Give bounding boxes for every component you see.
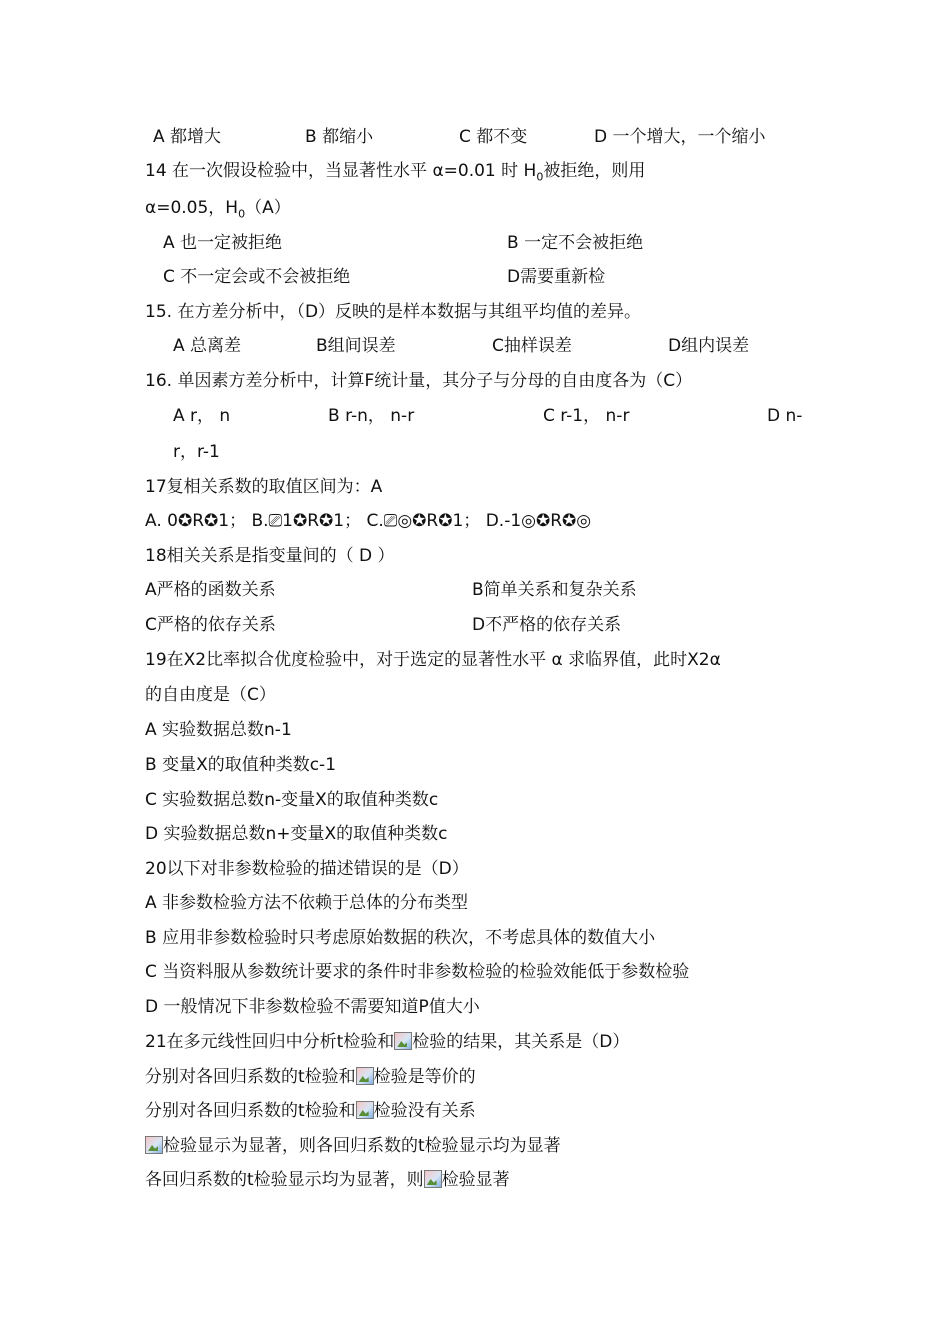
q21-option-1-text: 分别对各回归系数的t检验和 bbox=[145, 1067, 356, 1087]
q18-option-c: C严格的依存关系 bbox=[145, 615, 276, 635]
q19-option-d: D 实验数据总数n+变量X的取值种类数c bbox=[145, 824, 448, 844]
q14-stem-line2 bbox=[145, 197, 291, 219]
q19-stem-line1: 19在X2比率拟合优度检验中，对于选定的显著性水平 α 求临界值，此时X2α bbox=[145, 650, 721, 670]
q14-stem-text-end: 被拒绝，则用 bbox=[543, 161, 646, 181]
q17-stem: 17复相关系数的取值区间为：A bbox=[145, 477, 383, 497]
broken-image-icon bbox=[356, 1067, 374, 1085]
q16-option-a: A r， n bbox=[173, 406, 231, 426]
q14-answer: （A） bbox=[245, 198, 291, 218]
q16-option-d-continued: r，r-1 bbox=[173, 442, 220, 462]
q18-stem: 18相关关系是指变量间的（ D ） bbox=[145, 546, 395, 566]
q21-option-1-text-end: 检验是等价的 bbox=[373, 1067, 476, 1087]
q19-option-b: B 变量X的取值种类数c-1 bbox=[145, 755, 337, 775]
q16-stem: 16. 单因素方差分析中，计算F统计量，其分子与分母的自由度各为（C） bbox=[145, 371, 693, 391]
q20-option-c: C 当资料服从参数统计要求的条件时非参数检验的检验效能低于参数检验 bbox=[145, 962, 690, 982]
q14-subscript-2: 0 bbox=[238, 207, 246, 221]
q21-option-2-text: 分别对各回归系数的t检验和 bbox=[145, 1101, 356, 1121]
q16-option-b: B r-n， n-r bbox=[328, 406, 415, 426]
q14-subscript: 0 bbox=[536, 170, 544, 184]
q21-stem-text-end: 检验的结果，其关系是（D） bbox=[412, 1032, 630, 1052]
q15-option-b: B组间误差 bbox=[316, 336, 396, 356]
q21-stem-text: 21在多元线性回归中分析t检验和 bbox=[145, 1032, 395, 1052]
q15-option-a: A 总离差 bbox=[173, 336, 242, 356]
q14-option-b: B 一定不会被拒绝 bbox=[507, 233, 644, 253]
q18-option-a: A严格的函数关系 bbox=[145, 580, 276, 600]
broken-image-icon bbox=[424, 1170, 442, 1188]
q13-option-d: D 一个增大，一个缩小 bbox=[594, 127, 766, 147]
q15-stem: 15. 在方差分析中，（D）反映的是样本数据与其组平均值的差异。 bbox=[145, 302, 642, 322]
q13-option-c: C 都不变 bbox=[459, 127, 528, 147]
q20-stem: 20以下对非参数检验的描述错误的是（D） bbox=[145, 859, 469, 879]
q14-stem2-text: α=0.05，H bbox=[145, 198, 239, 218]
q18-option-b: B简单关系和复杂关系 bbox=[472, 580, 637, 600]
q20-option-d: D 一般情况下非参数检验不需要知道P值大小 bbox=[145, 997, 480, 1017]
q16-option-c: C r-1， n-r bbox=[543, 406, 630, 426]
q21-stem bbox=[145, 1031, 629, 1053]
q18-option-d: D不严格的依存关系 bbox=[472, 615, 622, 635]
q19-option-a: A 实验数据总数n-1 bbox=[145, 720, 292, 740]
q13-option-b: B 都缩小 bbox=[305, 127, 374, 147]
q14-stem-text: 14 在一次假设检验中，当显著性水平 α=0.01 时 H bbox=[145, 161, 537, 181]
q21-option-1 bbox=[145, 1066, 476, 1088]
q14-option-c: C 不一定会或不会被拒绝 bbox=[163, 267, 351, 287]
q20-option-b: B 应用非参数检验时只考虑原始数据的秩次，不考虑具体的数值大小 bbox=[145, 928, 656, 948]
q21-option-4-text-end: 检验显著 bbox=[441, 1170, 510, 1190]
q16-option-d: D n- bbox=[767, 406, 803, 426]
q21-option-4 bbox=[145, 1169, 510, 1191]
q21-option-3 bbox=[145, 1135, 561, 1157]
q17-options: A. 0✪R✪1； B.⎚1✪R✪1； C.⎚◎✪R✪1； D.-1◎✪R✪◎ bbox=[145, 511, 592, 531]
broken-image-icon bbox=[145, 1136, 163, 1154]
q21-option-3-text: 检验显示为显著，则各回归系数的t检验显示均为显著 bbox=[163, 1136, 561, 1156]
q19-stem-line2: 的自由度是（C） bbox=[145, 685, 276, 705]
broken-image-icon bbox=[394, 1032, 412, 1050]
q14-option-d: D需要重新检 bbox=[507, 267, 606, 287]
q15-option-c: C抽样误差 bbox=[492, 336, 572, 356]
q14-option-a: A 也一定被拒绝 bbox=[163, 233, 283, 253]
q15-option-d: D组内误差 bbox=[668, 336, 750, 356]
q21-option-2-text-end: 检验没有关系 bbox=[373, 1101, 476, 1121]
q21-option-2 bbox=[145, 1100, 476, 1122]
q19-option-c: C 实验数据总数n-变量X的取值种类数c bbox=[145, 790, 439, 810]
q21-option-4-text: 各回归系数的t检验显示均为显著，则 bbox=[145, 1170, 424, 1190]
q14-stem-line1 bbox=[145, 160, 805, 182]
q13-option-a: A 都增大 bbox=[153, 127, 222, 147]
broken-image-icon bbox=[356, 1101, 374, 1119]
q20-option-a: A 非参数检验方法不依赖于总体的分布类型 bbox=[145, 893, 469, 913]
